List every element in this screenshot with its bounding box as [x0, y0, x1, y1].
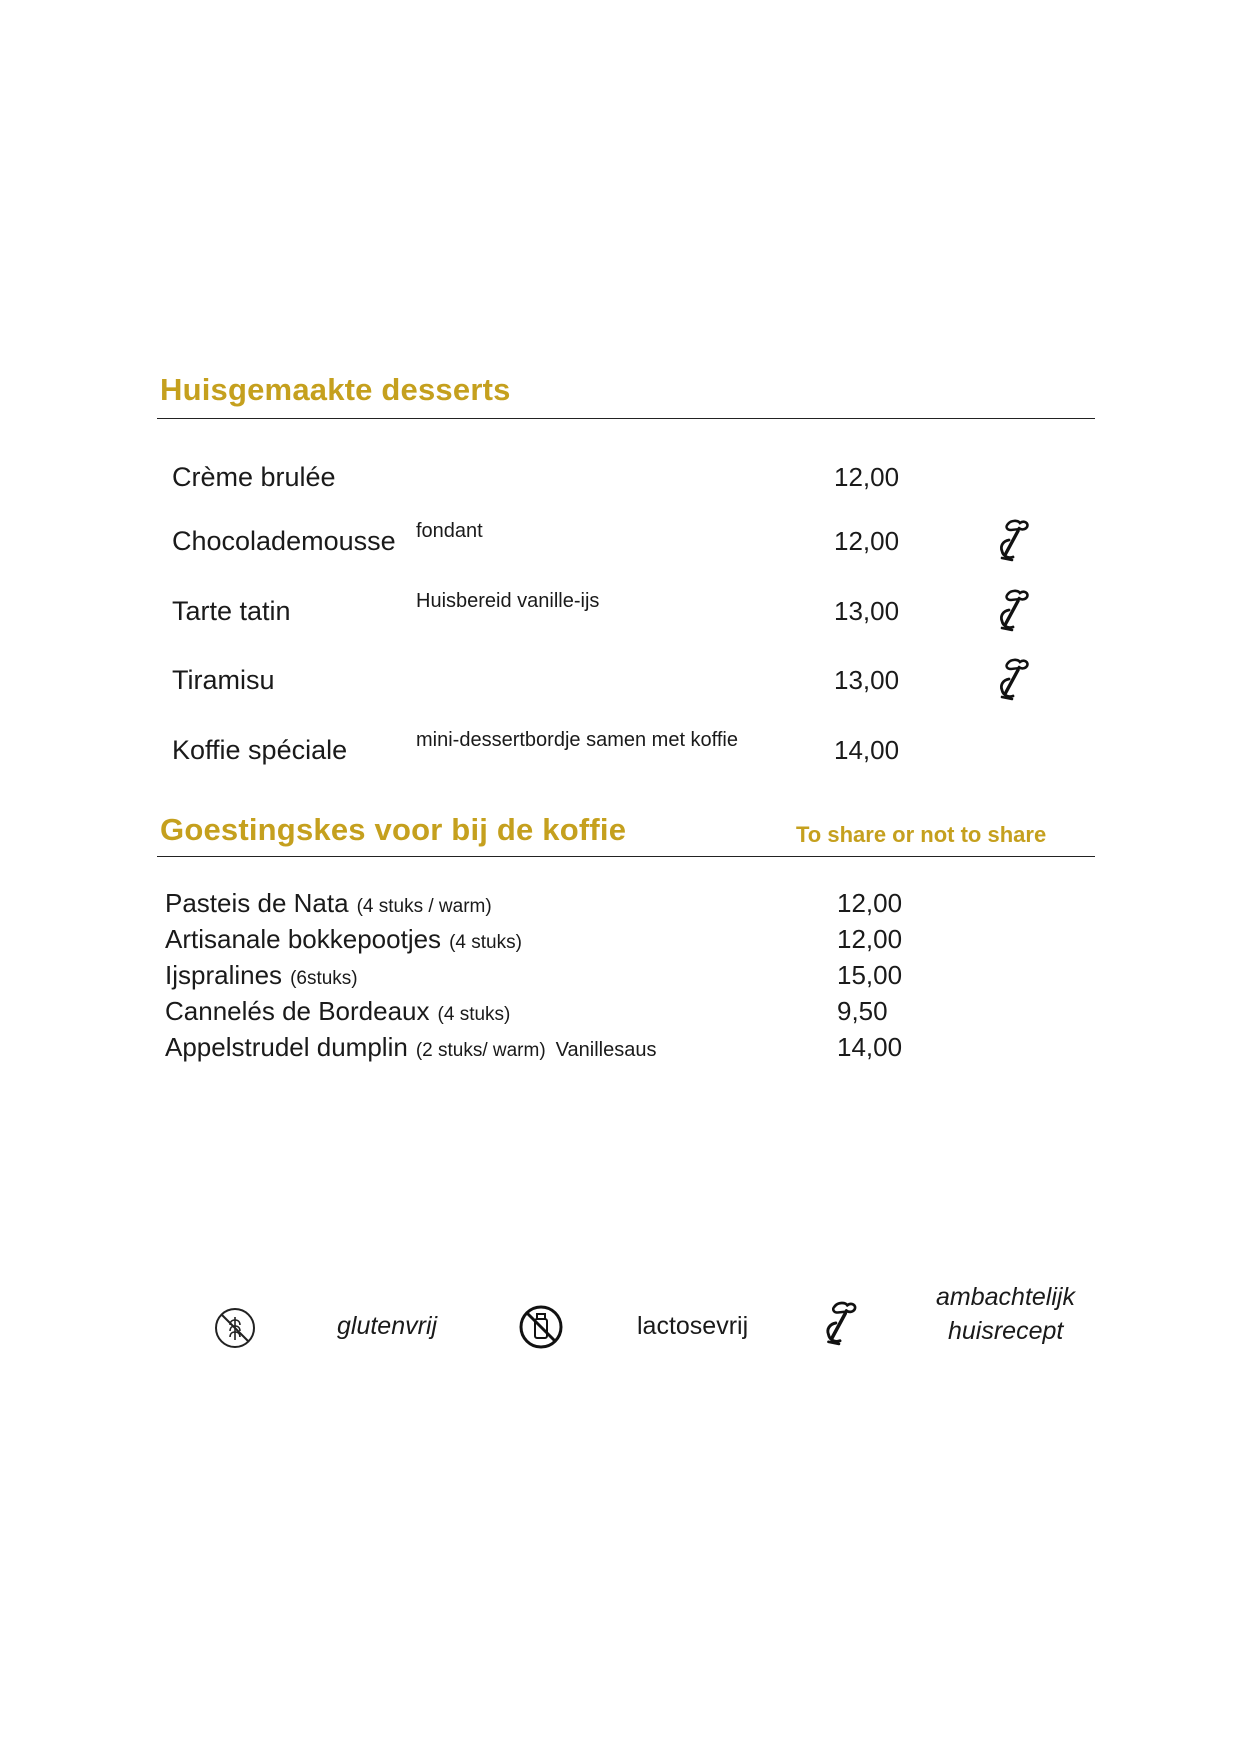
item-name-line	[165, 888, 492, 919]
item-price: 14,00	[834, 735, 900, 765]
no-milk-icon	[518, 1304, 564, 1350]
chef-hat-icon	[820, 1300, 860, 1346]
item-name-line	[165, 1032, 656, 1063]
menu-item	[0, 996, 1241, 1032]
menu-item	[0, 590, 1241, 636]
chef-hat-icon	[994, 588, 1032, 632]
section-subtitle: To share or not to share	[796, 822, 1047, 847]
menu-item	[0, 462, 1241, 502]
chef-hat-icon	[994, 657, 1032, 701]
item-price: 15,00	[837, 960, 903, 990]
menu-item	[0, 520, 1241, 566]
legend-label-homemade-line1: ambachtelijk	[936, 1283, 1075, 1311]
item-name-line	[165, 924, 522, 955]
section-title-snacks: Goestingskes voor bij de koffie	[160, 812, 627, 847]
item-name: Ijspralines	[165, 960, 283, 990]
legend-label-gluten-free: glutenvrij	[337, 1312, 438, 1340]
menu-item	[0, 960, 1241, 996]
menu-item	[0, 729, 1241, 775]
legend-label-homemade-line2: huisrecept	[948, 1317, 1064, 1345]
item-price: 13,00	[834, 665, 900, 695]
item-description: fondant	[416, 520, 483, 542]
item-name: Tarte tatin	[172, 596, 291, 626]
item-price: 13,00	[834, 596, 900, 626]
item-quantity: (2 stuks/ warm)	[415, 1040, 546, 1061]
section-title-desserts: Huisgemaakte desserts	[160, 372, 511, 407]
item-price: 14,00	[837, 1032, 903, 1062]
menu-item	[0, 1032, 1241, 1068]
item-price: 12,00	[834, 462, 900, 492]
item-quantity: (4 stuks)	[449, 932, 522, 953]
section-divider	[157, 418, 1095, 419]
item-name-line	[165, 996, 510, 1027]
item-quantity: (6stuks)	[290, 968, 358, 989]
item-name: Tiramisu	[172, 665, 275, 695]
no-gluten-icon	[213, 1306, 257, 1350]
item-price: 9,50	[837, 996, 888, 1026]
item-name: Crème brulée	[172, 462, 336, 492]
item-price: 12,00	[834, 526, 900, 556]
item-name: Pasteis de Nata	[165, 888, 349, 918]
item-name: Chocolademousse	[172, 526, 396, 556]
chef-hat-icon	[994, 518, 1032, 562]
item-description: mini-dessertbordje samen met koffie	[416, 729, 738, 751]
item-name-line	[165, 960, 358, 991]
legend-label-lactose-free: lactosevrij	[637, 1312, 749, 1340]
item-price: 12,00	[837, 924, 903, 954]
item-extra: Vanillesaus	[555, 1039, 657, 1061]
section-divider	[157, 856, 1095, 857]
item-quantity: (4 stuks)	[437, 1004, 511, 1025]
item-name: Artisanale bokkepootjes	[165, 924, 442, 954]
item-quantity: (4 stuks / warm)	[356, 896, 492, 917]
item-description: Huisbereid vanille-ijs	[416, 590, 600, 612]
item-name: Koffie spéciale	[172, 735, 348, 765]
menu-item	[0, 665, 1241, 705]
item-price: 12,00	[837, 888, 903, 918]
item-name: Appelstrudel dumplin	[165, 1032, 408, 1062]
menu-item	[0, 888, 1241, 924]
item-name: Cannelés de Bordeaux	[165, 996, 430, 1026]
menu-item	[0, 924, 1241, 960]
